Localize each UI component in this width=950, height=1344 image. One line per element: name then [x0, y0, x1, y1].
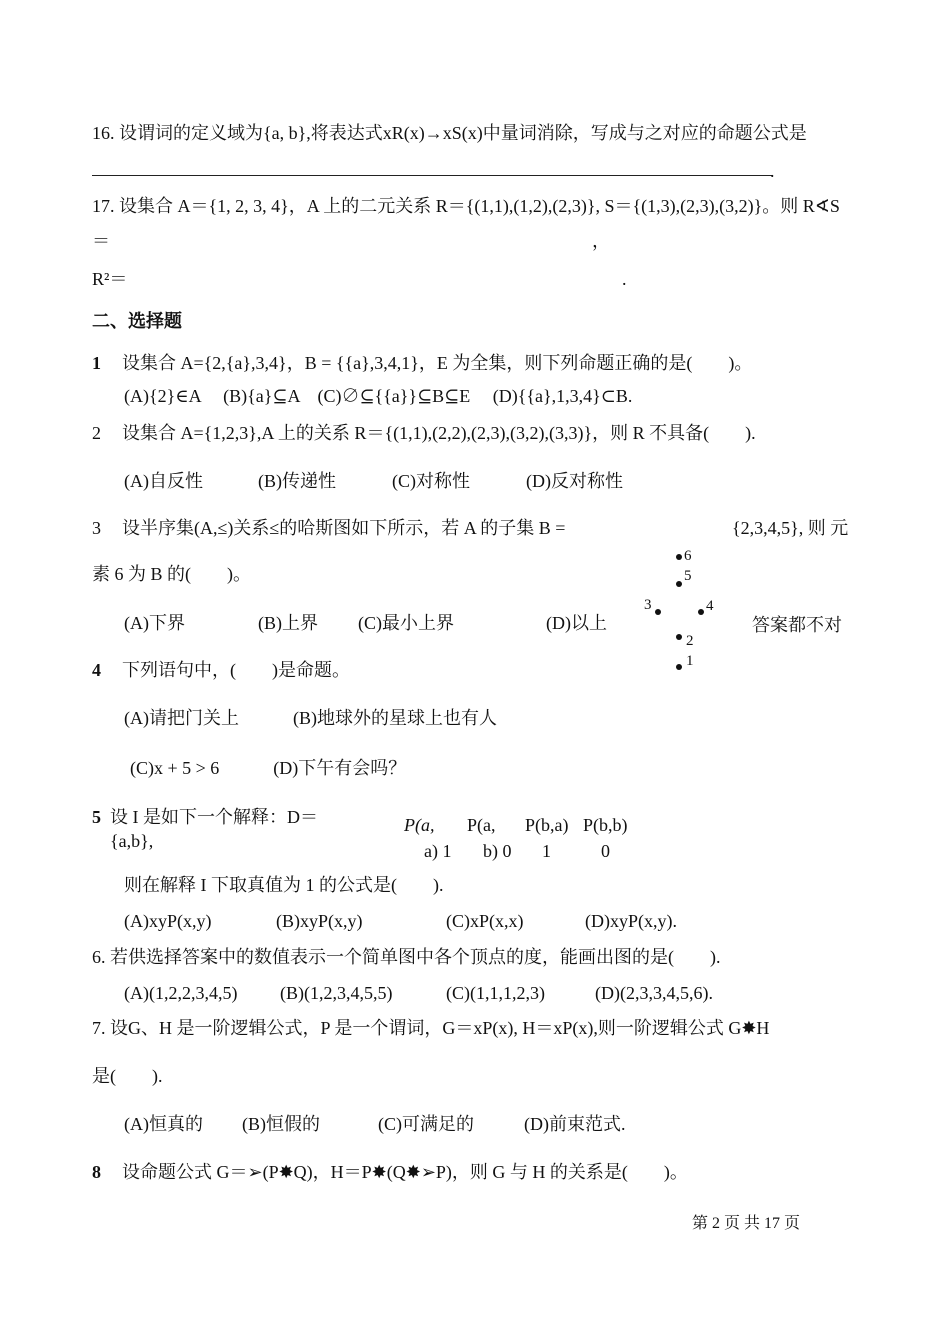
hasse-node-6 — [676, 554, 682, 560]
q17-period: . — [622, 269, 627, 289]
q2-option-c: (C)对称性 — [392, 471, 470, 491]
q3-option-d-tail: 答案都不对 — [752, 615, 842, 635]
hasse-label-4: 4 — [706, 598, 714, 614]
q2-number: 2 — [92, 423, 101, 443]
q3-option-d: (D)以上 — [546, 613, 607, 633]
q3-stem: 设半序集(A,≤)关系≤的哈斯图如下所示，若 A 的子集 B = — [122, 518, 566, 538]
hasse-node-4 — [698, 609, 704, 615]
table-value-cell: 1 — [542, 841, 551, 861]
table-header-cell: P(a, — [404, 815, 435, 835]
q4-options-row1: (A)请把门关上 (B)地球外的星球上也有人 — [124, 708, 497, 728]
q16-period: . — [770, 161, 775, 181]
q7-option-d: (D)前束范式. — [524, 1114, 626, 1134]
q1-stem: 设集合 A={2,{a},3,4}，B = {{a},3,4,1}，E 为全集，则下列命题正确的是( )。 — [122, 353, 753, 373]
q17-r2: R²＝ — [92, 269, 128, 289]
q7-stem: 7. 设G、H 是一阶逻辑公式，P 是一个谓词，G＝xP(x), H＝xP(x),则一阶逻辑公式 G✸H — [92, 1018, 770, 1038]
hasse-label-3: 3 — [644, 597, 652, 613]
table-value-cell: 0 — [601, 841, 610, 861]
q1-options: (A){2}∈A (B){a}⊆A (C)∅⊆{{a}}⊆B⊆E (D){{a},1,3,4}⊂B. — [124, 386, 633, 406]
q6-stem: 6. 若供选择答案中的数值表示一个简单图中各个顶点的度，能画出图的是( ). — [92, 947, 721, 967]
q2-stem: 设集合 A={1,2,3},A 上的关系 R＝{(1,1),(2,2),(2,3),(3,2),(3,3)}，则 R 不具备( ). — [122, 423, 756, 443]
q3-stem-2: 素 6 为 B 的( )。 — [92, 564, 251, 584]
q6-option-b: (B)(1,2,3,4,5,5) — [280, 983, 393, 1003]
q4-options-row2: (C)x + 5 > 6 (D)下午有会吗？ — [130, 758, 407, 778]
q5-option-a: (A)xyP(x,y) — [124, 911, 212, 931]
q3-number: 3 — [92, 518, 101, 538]
q8-stem: 设命题公式 G＝➢(P✸Q)，H＝P✸(Q✸➢P)，则 G 与 H 的关系是( )。 — [122, 1162, 688, 1182]
q3-option-c: (C)最小上界 — [358, 613, 454, 633]
q5-option-b: (B)xyP(x,y) — [276, 911, 363, 931]
hasse-node-5 — [676, 581, 682, 587]
q7-option-a: (A)恒真的 — [124, 1114, 203, 1134]
q5-option-d: (D)xyP(x,y). — [585, 911, 677, 931]
q8-number: 8 — [92, 1162, 101, 1182]
q1-number: 1 — [92, 353, 101, 373]
q3-option-a: (A)下界 — [124, 613, 185, 633]
q5-stem-a: 设 I 是如下一个解释：D＝ — [110, 807, 318, 827]
q7-option-b: (B)恒假的 — [242, 1114, 320, 1134]
q2-option-a: (A)自反性 — [124, 471, 203, 491]
q7-option-c: (C)可满足的 — [378, 1114, 474, 1134]
page-footer: 第 2 页 共 17 页 — [692, 1215, 801, 1232]
table-value-cell: a) 1 — [424, 841, 452, 861]
table-value-cell: b) 0 — [483, 841, 512, 861]
q2-option-d: (D)反对称性 — [526, 471, 623, 491]
q6-option-a: (A)(1,2,2,3,4,5) — [124, 983, 238, 1003]
hasse-node-2 — [676, 634, 682, 640]
q4-number: 4 — [92, 660, 101, 680]
hasse-label-1: 1 — [686, 653, 694, 669]
q5-option-c: (C)xP(x,x) — [446, 911, 524, 931]
q16-text: 16. 设谓词的定义域为{a, b},将表达式xR(x)→xS(x)中量词消除，写成与之对应的命题公式是 — [92, 123, 807, 143]
q5-number: 5 — [92, 807, 101, 827]
table-header-cell: P(a, — [467, 815, 496, 835]
table-header-cell: P(b,a) — [525, 815, 569, 835]
q6-option-d: (D)(2,3,3,4,5,6). — [595, 983, 713, 1003]
hasse-node-3 — [655, 609, 661, 615]
table-header-cell: P(b,b) — [583, 815, 628, 835]
hasse-label-2: 2 — [686, 633, 694, 649]
answer-blank-line — [92, 175, 772, 176]
q2-option-b: (B)传递性 — [258, 471, 336, 491]
section-title: 二、选择题 — [92, 311, 182, 331]
hasse-label-6: 6 — [684, 548, 692, 564]
q5-stem-2: 则在解释 I 下取真值为 1 的公式是( ). — [124, 875, 444, 895]
hasse-node-1 — [676, 664, 682, 670]
q17-text: 17. 设集合 A＝{1, 2, 3, 4}，A 上的二元关系 R＝{(1,1),(1,2),(2,3)}, S＝{(1,3),(2,3),(3,2)}。则 R∢S — [92, 196, 840, 216]
hasse-label-5: 5 — [684, 568, 692, 584]
q5-stem-b: {a,b}, — [110, 831, 154, 851]
q4-stem: 下列语句中，( )是命题。 — [122, 660, 350, 680]
q17-eq: ＝ — [92, 231, 110, 251]
q7-stem-2: 是( ). — [92, 1066, 163, 1086]
q3-stem-right: {2,3,4,5}, 则 元 — [732, 518, 849, 538]
q3-option-b: (B)上界 — [258, 613, 318, 633]
q6-option-c: (C)(1,1,1,2,3) — [446, 983, 545, 1003]
q17-comma: ， — [592, 231, 610, 251]
